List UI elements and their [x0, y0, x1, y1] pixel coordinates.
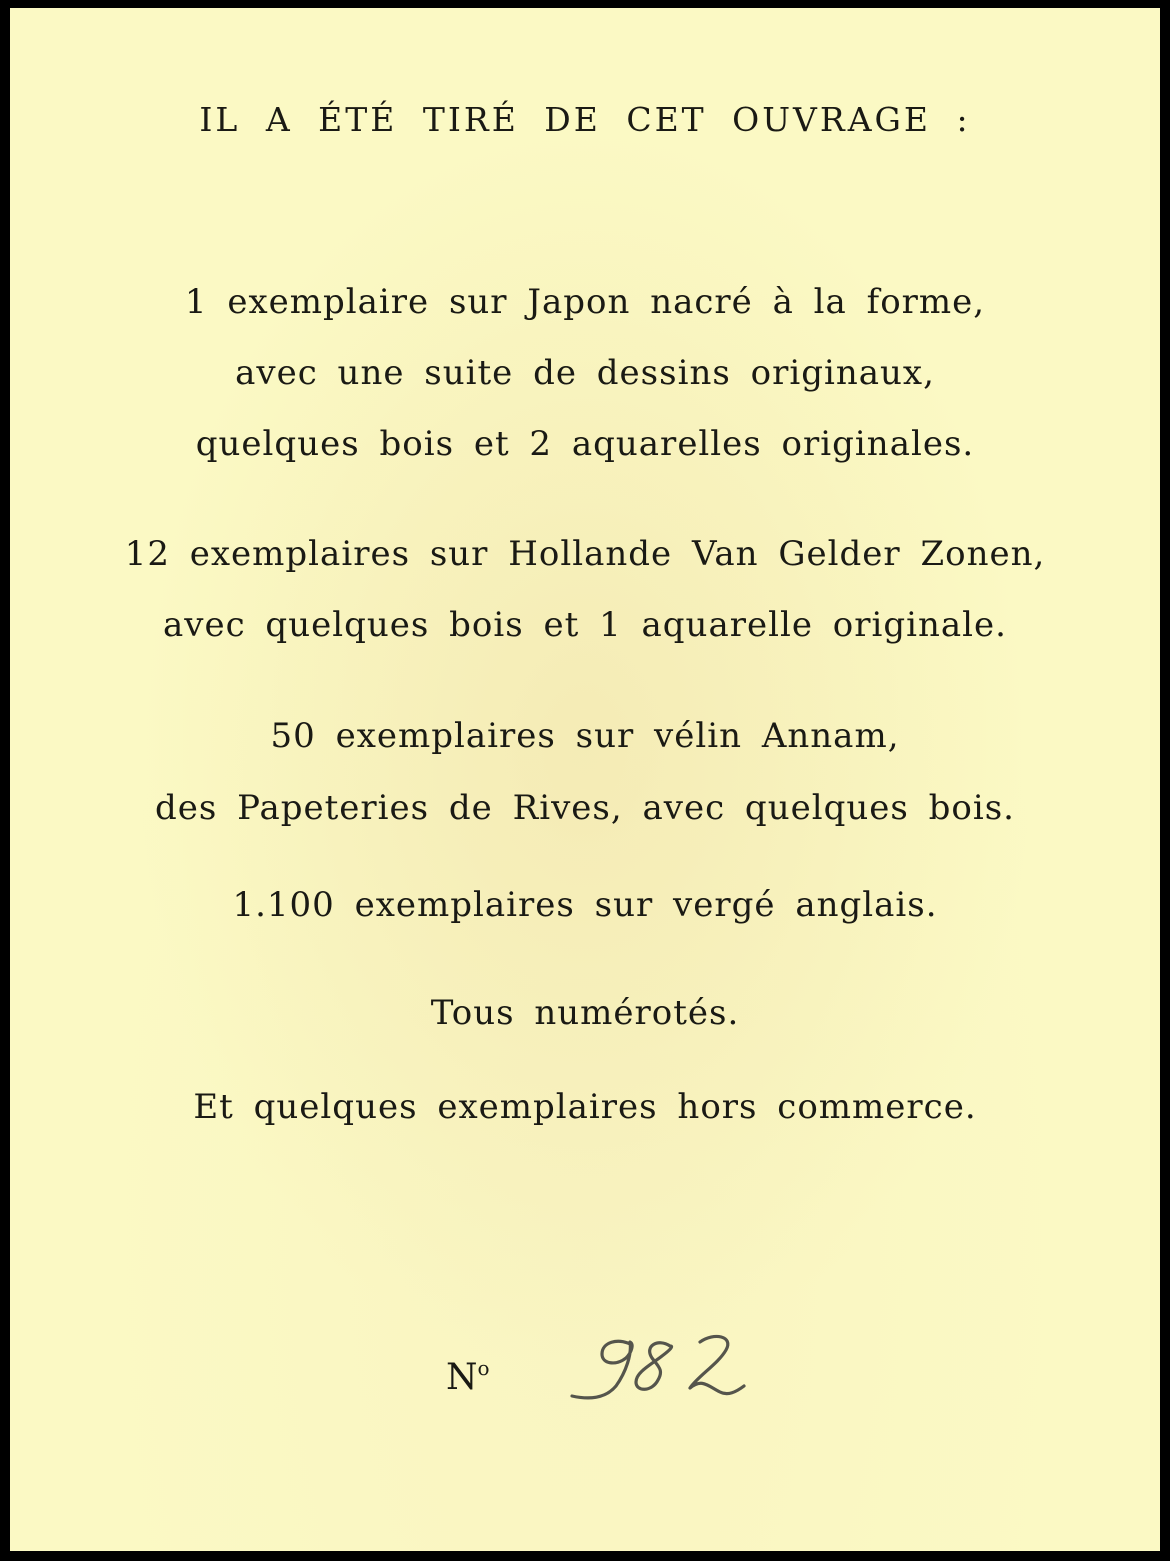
- edition-line: avec quelques bois et 1 aquarelle originale.: [162, 605, 1007, 645]
- handwritten-982-drawing: [558, 1330, 758, 1410]
- edition-line: des Papeteries de Rives, avec quelques bois.: [154, 788, 1015, 828]
- edition-line: avec une suite de dessins originaux,: [235, 353, 935, 393]
- edition-line: 1.100 exemplaires sur vergé anglais.: [232, 885, 938, 925]
- numbered-note: Tous numérotés.: [430, 993, 740, 1033]
- number-label-n: N: [446, 1357, 478, 1398]
- edition-line: 1 exemplaire sur Japon nacré à la forme,: [184, 282, 986, 322]
- justification-page: [10, 8, 1160, 1551]
- hors-commerce-note: Et quelques exemplaires hors commerce.: [193, 1087, 977, 1127]
- copy-number-row: [10, 1330, 1160, 1410]
- edition-line: 12 exemplaires sur Hollande Van Gelder Zonen,: [124, 534, 1046, 574]
- number-label: [446, 1348, 490, 1398]
- print-run-heading: IL A ÉTÉ TIRÉ DE CET OUVRAGE :: [199, 100, 971, 139]
- handwritten-copy-number: [558, 1330, 758, 1410]
- edition-line: quelques bois et 2 aquarelles originales.: [195, 424, 975, 464]
- number-label-o: o: [477, 1356, 490, 1380]
- edition-line: 50 exemplaires sur vélin Annam,: [270, 716, 900, 756]
